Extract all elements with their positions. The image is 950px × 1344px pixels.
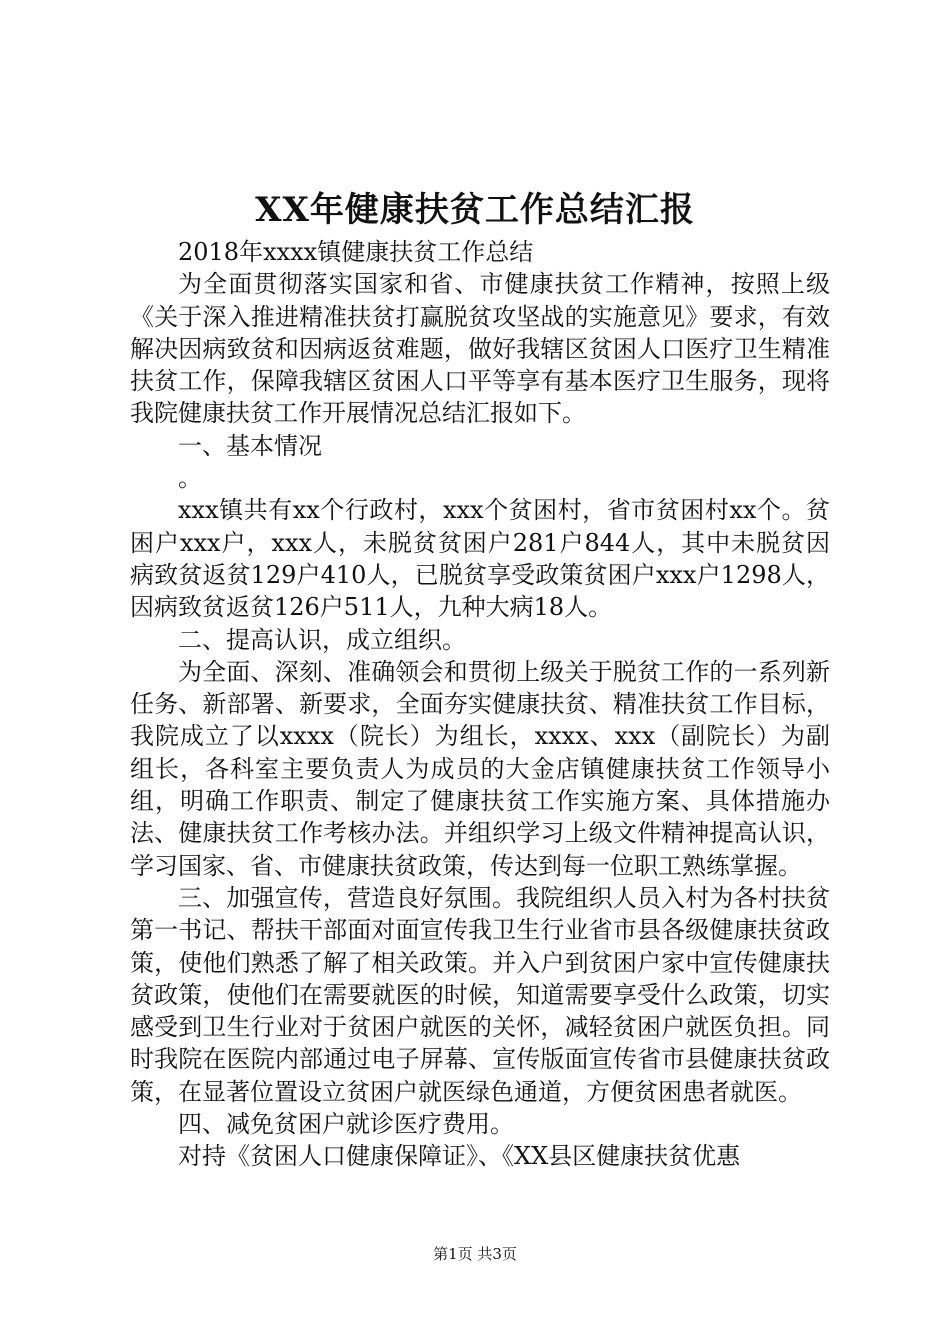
section-heading: 一、基本情况 (178, 431, 322, 460)
section-heading: 四、减免贫困户就诊医疗费用。 (178, 1110, 514, 1139)
document-title: XX年健康扶贫工作总结汇报 (255, 190, 695, 230)
paragraph: 三、加强宣传，营造良好氛围。我院组织人员入村为各村扶贫第一书记、帮扶干部面对面宣传我卫生行业省市县各级健康扶贫政策，使他们熟悉了解了相关政策。并入户到贫困户家中宣传健康扶贫政策，使他们在需要就医的时候，知道需要享受什么政策，切实感受到卫生行业对于贫困户就医的关怀，减轻贫困户就医负担。同时我院在医院内部通过电子屏幕、宣传版面宣传省市县健康扶贫政策，在显著位置设立贫困户就医绿色通道，方便贫困患者就医。 (130, 883, 830, 1106)
paragraph: 。 (178, 464, 202, 493)
document-body (130, 236, 830, 1173)
paragraph: 对持《贫困人口健康保障证》、《XX县区健康扶贫优惠 (178, 1142, 741, 1171)
page-indicator: 第1页 共3页 (433, 1245, 517, 1263)
paragraph: 2018年xxxx镇健康扶贫工作总结 (178, 238, 534, 266)
paragraph: 为全面、深刻、准确领会和贯彻上级关于脱贫工作的一系列新任务、新部署、新要求，全面夯实健康扶贫、精准扶贫工作目标，我院成立了以xxxx（院长）为组长，xxxx、xxx（副院长）为副组长，各科室主要负责人为成员的大金店镇健康扶贫工作领导小组，明确工作职责、制定了健康扶贫工作实施方案、具体措施办法、健康扶贫工作考核办法。并组织学习上级文件精神提高认识，学习国家、省、市健康扶贫政策，传达到每一位职工熟练掌握。 (130, 657, 830, 880)
paragraph: 为全面贯彻落实国家和省、市健康扶贫工作精神，按照上级《关于深入推进精准扶贫打赢脱贫攻坚战的实施意见》要求，有效解决因病致贫和因病返贫难题，做好我辖区贫困人口医疗卫生精准扶贫工作，保障我辖区贫困人口平等享有基本医疗卫生服务，现将我院健康扶贫工作开展情况总结汇报如下。 (130, 270, 830, 428)
paragraph: xxx镇共有xx个行政村，xxx个贫困村，省市贫困村xx个。贫困户xxx户，xxx人，未脱贫贫困户281户844人，其中未脱贫因病致贫返贫129户410人，已脱贫享受政策贫困户xxx户1298人，因病致贫返贫126户511人，九种大病18人。 (130, 496, 830, 622)
section-heading: 二、提高认识，成立组织。 (178, 625, 466, 654)
